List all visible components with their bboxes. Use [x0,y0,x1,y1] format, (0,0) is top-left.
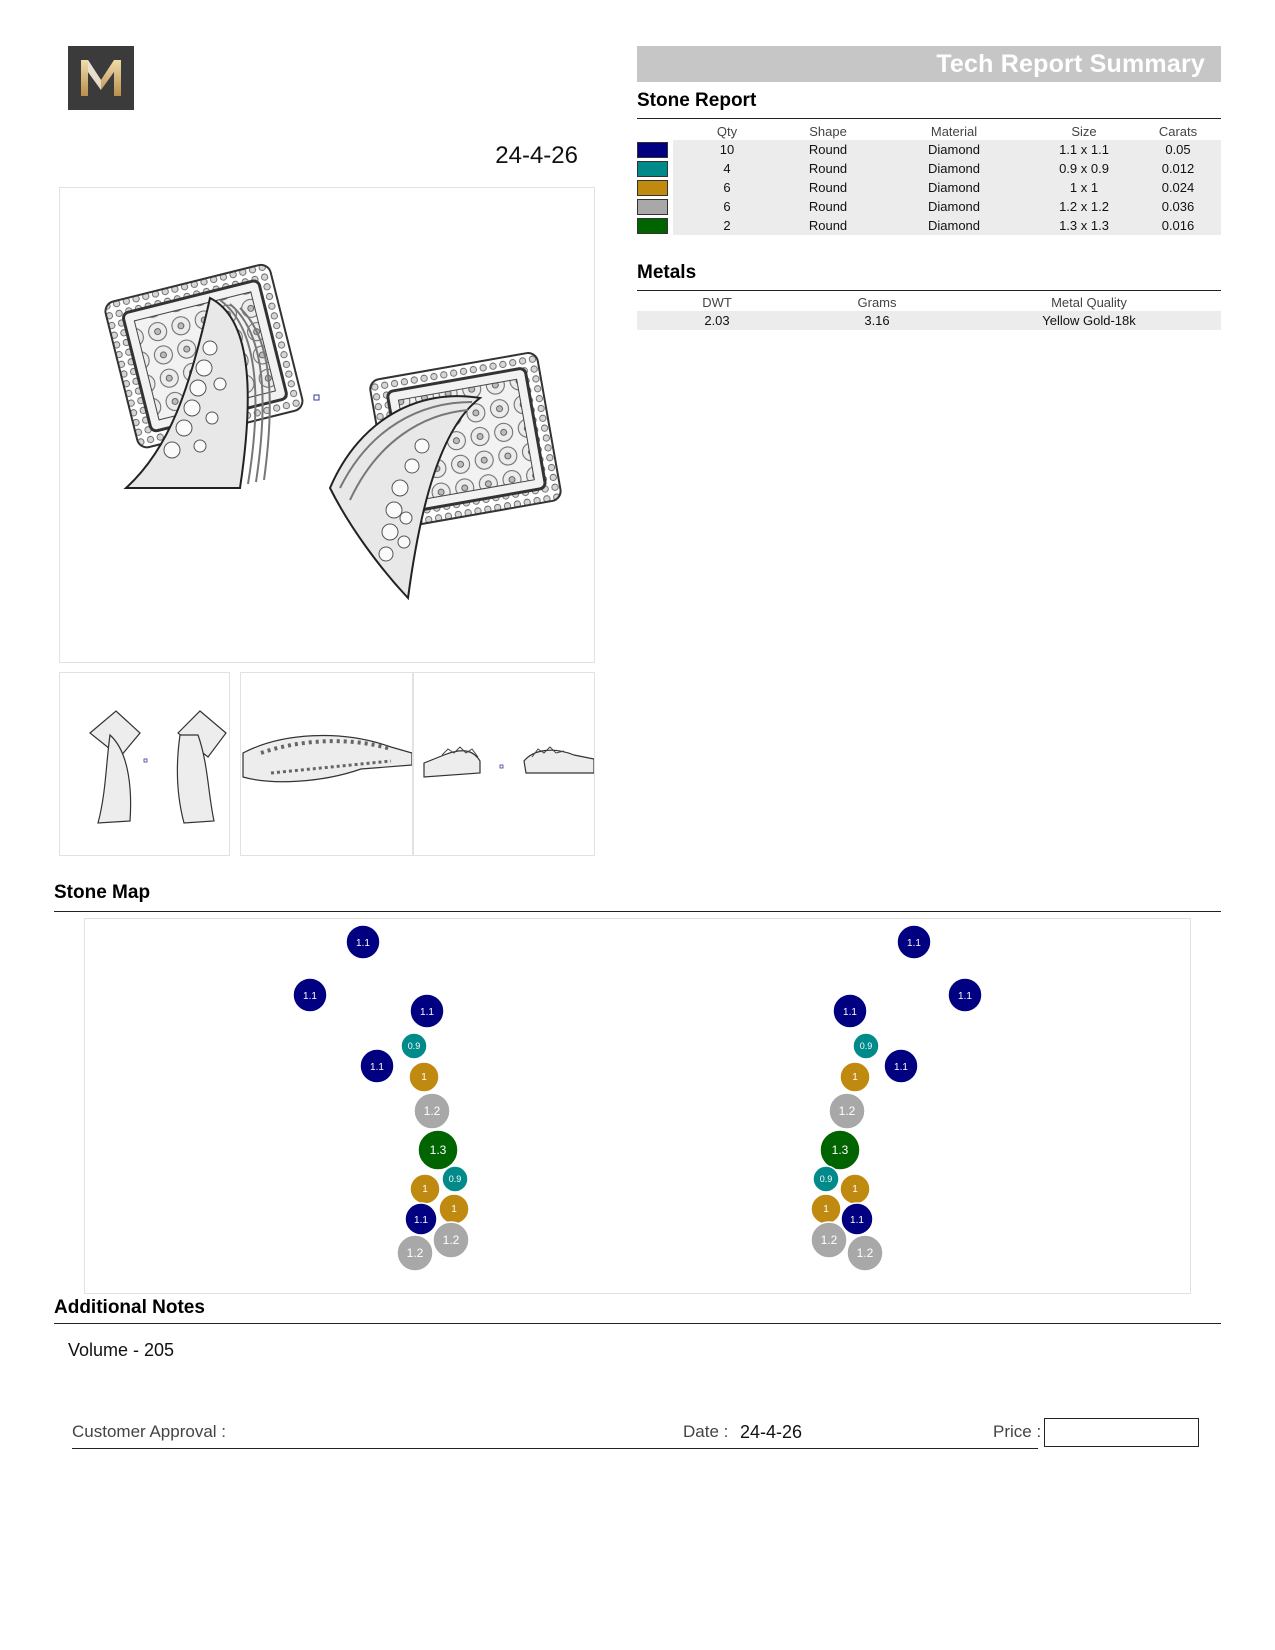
size-cell: 1 x 1 [1033,178,1135,197]
stone-marker [811,1222,847,1258]
carats-cell: 0.016 [1135,216,1221,235]
carats-cell: 0.036 [1135,197,1221,216]
qty-cell: 6 [673,178,781,197]
shape-cell: Round [781,140,875,159]
table-row [637,197,1221,216]
stone-marker [414,1093,450,1129]
column-header: DWT [702,294,732,310]
stone-size-label: 0.9 [819,1174,833,1184]
material-cell: Diamond [875,197,1033,216]
stone-size-label: 1.2 [423,1104,441,1118]
stone-marker [884,1049,918,1083]
main-render-image [59,187,595,663]
date-label: Date : [683,1422,729,1441]
metals-heading: Metals [637,262,697,283]
stone-marker [433,1222,469,1258]
metals-rule [637,290,1221,291]
size-cell: 1.1 x 1.1 [1033,140,1135,159]
additional-notes-rule [54,1323,1221,1324]
stone-report-rule [637,118,1221,119]
qty-cell: 10 [673,140,781,159]
stone-size-label: 1 [823,1204,829,1215]
stone-marker [397,1235,433,1271]
metals-table [637,293,1221,330]
stone-color-swatch [637,218,668,234]
stone-color-swatch [637,142,668,158]
stone-size-label: 0.9 [859,1041,873,1051]
table-header-row [637,122,1221,140]
column-header: Metal Quality [1051,294,1127,310]
column-header: Carats [1158,123,1198,139]
stone-size-label: 1.2 [838,1104,856,1118]
report-title-bar [637,46,1221,82]
additional-notes-text: Volume - 205 [68,1340,175,1360]
qty-cell: 6 [673,197,781,216]
stone-size-label: 1.1 [414,1215,428,1226]
qty-cell: 2 [673,216,781,235]
column-header: Qty [716,123,738,139]
stone-map-panel [84,918,1191,1294]
stone-size-label: 1.1 [303,991,317,1002]
thumbnail-side-view [240,672,413,856]
stone-size-label: 1 [422,1184,428,1195]
stone-marker [410,1174,440,1204]
stone-size-label: 1.1 [370,1062,384,1073]
stone-marker [829,1093,865,1129]
customer-approval-label: Customer Approval : [72,1422,227,1441]
column-header: Size [1071,123,1097,139]
stone-marker [813,1166,839,1192]
company-logo [68,46,134,110]
stone-size-label: 0.9 [407,1041,421,1051]
price-field[interactable] [1044,1418,1199,1447]
stone-size-label: 0.9 [448,1174,462,1184]
shape-cell: Round [781,178,875,197]
metal-quality-cell: Yellow Gold-18k [957,311,1221,330]
dwt-cell: 2.03 [637,311,797,330]
stone-marker [948,978,982,1012]
table-row [637,159,1221,178]
stone-marker [418,1130,458,1170]
report-title: Tech Report Summary [936,50,1205,78]
stone-size-label: 1.1 [356,938,370,949]
stone-marker [840,1062,870,1092]
column-header: Material [930,123,978,139]
stone-size-label: 1 [852,1184,858,1195]
column-header: Shape [809,123,847,139]
qty-cell: 4 [673,159,781,178]
stone-marker [401,1033,427,1059]
stone-size-label: 1.1 [850,1215,864,1226]
stone-size-label: 1.1 [907,938,921,949]
stone-marker [409,1062,439,1092]
stone-marker [346,925,380,959]
stone-marker [833,994,867,1028]
job-number: 24-4-26 [495,142,578,169]
stone-marker [360,1049,394,1083]
carats-cell: 0.012 [1135,159,1221,178]
size-cell: 1.3 x 1.3 [1033,216,1135,235]
stone-size-label: 1.1 [894,1062,908,1073]
stone-color-swatch [637,180,668,196]
table-row [637,216,1221,235]
stone-color-swatch [637,161,668,177]
size-cell: 0.9 x 0.9 [1033,159,1135,178]
size-cell: 1.2 x 1.2 [1033,197,1135,216]
table-row [637,140,1221,159]
stone-size-label: 1.2 [442,1233,460,1247]
stone-size-label: 1 [421,1072,427,1083]
stone-marker [897,925,931,959]
shape-cell: Round [781,159,875,178]
thumbnail-front-view [59,672,230,856]
stone-size-label: 1.3 [831,1143,849,1157]
material-cell: Diamond [875,178,1033,197]
shape-cell: Round [781,197,875,216]
stone-map-heading: Stone Map [54,882,151,903]
stone-marker [405,1203,437,1235]
thumbnail-top-view [413,672,595,856]
date-value: 24-4-26 [740,1422,803,1442]
stone-marker [410,994,444,1028]
stone-size-label: 1 [852,1072,858,1083]
price-label: Price : [993,1422,1042,1441]
stone-size-label: 1.2 [406,1246,424,1260]
stone-size-label: 1.2 [820,1233,838,1247]
stone-size-label: 1.2 [856,1246,874,1260]
stone-marker [442,1166,468,1192]
column-header: Grams [857,294,897,310]
stone-color-swatch [637,199,668,215]
table-row [637,311,1221,330]
approval-signature-line [72,1448,1038,1449]
stone-marker [439,1194,469,1224]
stone-marker [811,1194,841,1224]
stone-marker [293,978,327,1012]
stone-size-label: 1 [451,1204,457,1215]
stone-report-heading: Stone Report [637,90,757,111]
stone-marker [853,1033,879,1059]
additional-notes-heading: Additional Notes [54,1297,205,1318]
carats-cell: 0.05 [1135,140,1221,159]
stone-marker [840,1174,870,1204]
stone-size-label: 1.1 [958,991,972,1002]
material-cell: Diamond [875,159,1033,178]
stone-size-label: 1.3 [429,1143,447,1157]
grams-cell: 3.16 [797,311,957,330]
material-cell: Diamond [875,216,1033,235]
stone-map-rule [54,911,1221,912]
stone-marker [820,1130,860,1170]
material-cell: Diamond [875,140,1033,159]
table-header-row [637,293,1221,311]
stone-size-label: 1.1 [420,1007,434,1018]
stone-size-label: 1.1 [843,1007,857,1018]
stone-marker [847,1235,883,1271]
stone-report-table [637,122,1221,235]
shape-cell: Round [781,216,875,235]
table-row [637,178,1221,197]
carats-cell: 0.024 [1135,178,1221,197]
stone-map-diagram [85,919,1190,1293]
stone-marker [841,1203,873,1235]
